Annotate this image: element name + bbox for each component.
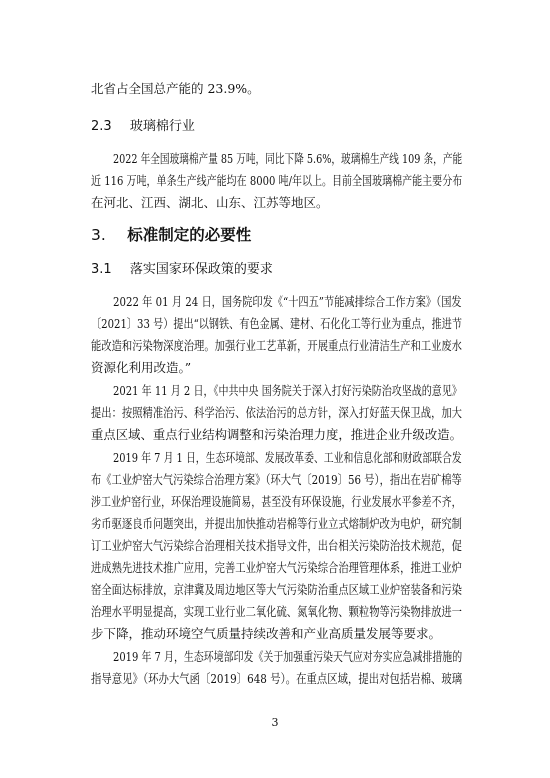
body-line: 治理水平明显提高，实现工业行业二氧化硫、氮氧化物、颗粒物等污染物排放进一 [91,604,462,619]
body-line: 步下降，推动环境空气质量持续改善和产业高质量发展等要求。 [91,626,442,641]
body-line: 指导意见》（环办大气函〔2019〕648 号）。在重点区域，提出对包括岩棉、玻璃 [91,671,463,686]
section-3-1-heading [91,262,273,278]
body-line: 2022 年 01 月 24 日，国务院印发《“十四五”节能减排综合工作方案》（国发 [113,294,462,309]
body-line: 在河北、江西、湖北、山东、江苏等地区。 [91,195,329,210]
body-line: 进成熟先进技术推广应用，完善工业炉窑大气污染综合治理管理体系，推进工业炉 [91,560,462,575]
section-title: 落实国家环保政策的要求 [129,262,273,277]
body-line: 布《工业炉窑大气污染综合治理方案》（环大气〔2019〕56 号），指出在岩矿棉等 [91,472,462,487]
body-line: 重点区域、重点行业结构调整和污染治理力度，推进企业升级改造。 [91,427,463,442]
section-title: 标准制定的必要性 [127,226,252,244]
section-2-3-heading [91,119,195,135]
body-line: 资源化利用改造。” [91,360,192,375]
body-line: 近 116 万吨，单条生产线产能均在 8000 吨/年以上。目前全国玻璃棉产能主要分布 [91,173,463,188]
body-line: 涉工业炉窑行业，环保治理设施简易，甚至没有环保设施，行业发展水平参差不齐， [91,494,462,509]
body-line: 能改造和污染物深度治理。加强行业工艺革新，开展重点行业清洁生产和工业废水 [91,338,462,353]
section-number: 3. [91,226,106,244]
body-line: 2022 年全国玻璃棉产量 85 万吨，同比下降 5.6%，玻璃棉生产线 109 条，产能 [113,151,463,166]
section-number: 3.1 [91,262,112,277]
section-number: 2.3 [91,119,112,134]
body-line: 2021 年 11 月 2 日，《中共中央 国务院关于深入打好污染防治攻坚战的意见》 [113,383,462,398]
body-line: 2019 年 7 月，生态环境部印发《关于加强重污染天气应对夯实应急减排措施的 [113,649,463,664]
body-line: 〔2021〕33 号）提出“以钢铁、有色金属、建材、石化化工等行业为重点，推进节 [91,316,463,331]
body-line: 订工业炉窑大气污染综合治理相关技术指导文件，出台相关污染防治技术规范，促 [91,538,462,553]
section-3-heading [91,225,251,245]
body-line: 2019 年 7 月 1 日，生态环境部、发展改革委、工业和信息化部和财政部联合发 [113,450,462,465]
page-number: 3 [271,716,279,729]
body-line: 窑全面达标排放，京津冀及周边地区等大气污染防治重点区域工业炉窑装备和污染 [91,582,462,597]
body-line: 提出：按照精准治污、科学治污、依法治污的总方针，深入打好蓝天保卫战，加大 [91,405,462,420]
carry-over-line: 北省占全国总产能的 23.9%。 [91,81,260,96]
body-line: 劣币驱逐良币问题突出，并提出加快推动岩棉等行业立式熔制炉改为电炉，研究制 [91,516,462,531]
section-title: 玻璃棉行业 [129,119,195,134]
